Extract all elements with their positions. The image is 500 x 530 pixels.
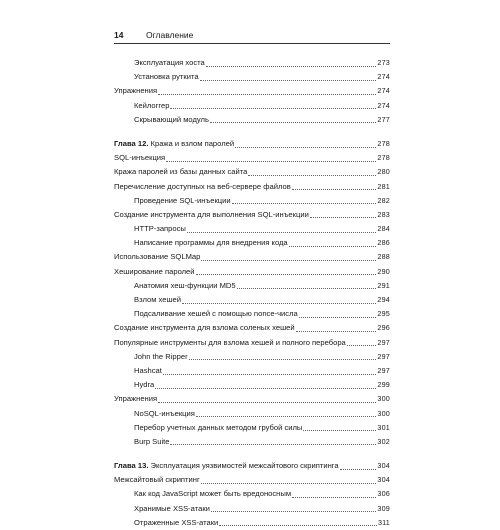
table-of-contents bbox=[114, 56, 390, 530]
toc-page-number: 294 bbox=[377, 295, 390, 304]
chapter-label: Глава 13. bbox=[114, 461, 149, 471]
dot-leader bbox=[170, 436, 376, 445]
toc-page-number: 297 bbox=[377, 337, 390, 347]
toc-entry-title: Как код JavaScript может быть вредоносным bbox=[134, 489, 292, 499]
dot-leader bbox=[296, 323, 377, 332]
dot-leader bbox=[206, 58, 377, 67]
toc-page-number: 299 bbox=[377, 380, 390, 390]
toc-entry[interactable] bbox=[114, 222, 390, 236]
toc-page-number: 277 bbox=[377, 114, 390, 124]
toc-entry[interactable] bbox=[114, 84, 390, 98]
dot-leader bbox=[232, 195, 377, 204]
dot-leader bbox=[289, 238, 377, 247]
toc-page-number: 297 bbox=[377, 351, 390, 361]
dot-leader bbox=[292, 181, 377, 190]
toc-page-number: 274 bbox=[377, 100, 390, 110]
toc-entry[interactable] bbox=[114, 250, 390, 264]
toc-entry[interactable] bbox=[114, 307, 390, 321]
toc-page-number: 278 bbox=[377, 138, 390, 148]
dot-leader bbox=[170, 100, 376, 109]
toc-entry[interactable] bbox=[114, 487, 390, 501]
toc-entry-title bbox=[114, 137, 234, 151]
toc-chapter-entry[interactable] bbox=[114, 459, 390, 473]
toc-page-number: 273 bbox=[377, 58, 390, 67]
dot-leader bbox=[189, 351, 377, 360]
toc-page-number: 290 bbox=[377, 266, 390, 276]
toc-entry[interactable] bbox=[114, 194, 390, 208]
toc-entry[interactable] bbox=[114, 350, 390, 364]
toc-page-number: 300 bbox=[377, 394, 390, 404]
toc-page-number: 286 bbox=[377, 238, 390, 248]
toc-entry[interactable] bbox=[114, 378, 390, 392]
toc-page-number: 274 bbox=[377, 72, 390, 82]
toc-entry-title: SQL-инъекция bbox=[114, 153, 166, 163]
toc-entry[interactable] bbox=[114, 208, 390, 222]
toc-entry-title: John the Ripper bbox=[134, 351, 188, 361]
dot-leader bbox=[210, 114, 376, 123]
toc-entry[interactable] bbox=[114, 435, 390, 449]
toc-entry-title: Перебор учетных данных методом грубой силы bbox=[134, 422, 303, 432]
running-header bbox=[114, 30, 390, 44]
toc-entry-title: Эксплуатация хоста bbox=[134, 58, 205, 67]
toc-entry[interactable] bbox=[114, 473, 390, 487]
dot-leader bbox=[340, 461, 377, 470]
toc-entry-title: Кейлоггер bbox=[134, 100, 170, 110]
page-number: 14 bbox=[114, 30, 124, 40]
toc-page-number: 288 bbox=[377, 252, 390, 262]
toc-entry[interactable] bbox=[114, 99, 390, 113]
dot-leader bbox=[182, 295, 376, 304]
toc-entry[interactable] bbox=[114, 293, 390, 307]
dot-leader bbox=[187, 224, 377, 233]
toc-entry[interactable] bbox=[114, 70, 390, 84]
dot-leader bbox=[158, 86, 376, 95]
toc-page-number: 302 bbox=[377, 436, 390, 446]
toc-chapter-entry[interactable] bbox=[114, 137, 390, 151]
toc-entry[interactable] bbox=[114, 392, 390, 406]
dot-leader bbox=[347, 337, 377, 346]
toc-entry[interactable] bbox=[114, 113, 390, 127]
dot-leader bbox=[237, 280, 377, 289]
toc-entry[interactable] bbox=[114, 279, 390, 293]
toc-entry-title: Отраженные XSS-атаки bbox=[134, 517, 219, 527]
dot-leader bbox=[211, 503, 376, 512]
toc-page-number: 304 bbox=[377, 461, 390, 471]
toc-entry[interactable] bbox=[114, 265, 390, 279]
toc-entry-title: Хранимые XSS-атаки bbox=[134, 503, 210, 513]
dot-leader bbox=[292, 489, 376, 498]
dot-leader bbox=[201, 252, 376, 261]
toc-entry-title: Упражнения bbox=[114, 86, 158, 96]
toc-entry[interactable] bbox=[114, 516, 390, 530]
toc-page-number: 297 bbox=[377, 365, 390, 375]
toc-page-number: 296 bbox=[377, 323, 390, 333]
toc-entry-title: Проведение SQL-инъекции bbox=[134, 195, 231, 205]
chapter-title: Кража и взлом паролей bbox=[148, 138, 235, 148]
toc-entry-title: Hydra bbox=[134, 380, 155, 390]
toc-page-number: 300 bbox=[377, 408, 390, 418]
toc-entry-title: Кража паролей из базы данных сайта bbox=[114, 167, 248, 177]
toc-page-number: 291 bbox=[377, 280, 390, 290]
toc-entry[interactable] bbox=[114, 165, 390, 179]
toc-entry-title: HTTP-запросы bbox=[134, 224, 186, 234]
chapter-label: Глава 12. bbox=[114, 138, 149, 148]
toc-entry-title: Создание инструмента для выполнения SQL-инъекции bbox=[114, 209, 309, 219]
toc-entry-title: Использование SQLMap bbox=[114, 252, 201, 262]
toc-entry-title: Создание инструмента для взлома соленых хешей bbox=[114, 323, 295, 333]
toc-entry-title: Анатомия хеш-функции MD5 bbox=[134, 280, 236, 290]
toc-page-number: 309 bbox=[377, 503, 390, 513]
toc-entry-title: Установка руткита bbox=[134, 72, 199, 82]
toc-entry[interactable] bbox=[114, 336, 390, 350]
dot-leader bbox=[219, 517, 377, 526]
toc-entry-title: Хеширование паролей bbox=[114, 266, 195, 276]
toc-entry[interactable] bbox=[114, 502, 390, 516]
toc-page-number: 274 bbox=[377, 86, 390, 96]
dot-leader bbox=[235, 139, 376, 148]
toc-entry-title: Межсайтовый скриптинг bbox=[114, 475, 200, 485]
toc-page-number: 284 bbox=[377, 224, 390, 234]
toc-entry-title: Написание программы для внедрения кода bbox=[134, 238, 288, 248]
toc-page-number: 283 bbox=[377, 209, 390, 219]
toc-page-number: 295 bbox=[377, 309, 390, 319]
toc-entry-title: NoSQL-инъекция bbox=[134, 408, 195, 418]
toc-page-number: 282 bbox=[377, 195, 390, 205]
toc-page-number: 301 bbox=[377, 422, 390, 432]
toc-entry-title: Hashcat bbox=[134, 365, 162, 375]
dot-leader bbox=[158, 394, 376, 403]
toc-page-number: 278 bbox=[377, 153, 390, 163]
dot-leader bbox=[163, 366, 377, 375]
header-title: Оглавление bbox=[146, 30, 194, 40]
dot-leader bbox=[166, 153, 376, 162]
dot-leader bbox=[299, 309, 377, 318]
toc-entry-title: Взлом хешей bbox=[134, 295, 182, 304]
toc-entry[interactable] bbox=[114, 236, 390, 250]
toc-page-number: 281 bbox=[377, 181, 390, 191]
toc-page-number: 280 bbox=[377, 167, 390, 177]
toc-entry[interactable] bbox=[114, 56, 390, 70]
toc-entry[interactable] bbox=[114, 421, 390, 435]
dot-leader bbox=[155, 380, 376, 389]
toc-entry-title bbox=[114, 459, 339, 473]
dot-leader bbox=[248, 167, 376, 176]
toc-entry[interactable] bbox=[114, 321, 390, 335]
dot-leader bbox=[303, 422, 376, 431]
toc-entry-title: Популярные инструменты для взлома хешей и полного перебора bbox=[114, 337, 346, 347]
toc-entry-title: Burp Suite bbox=[134, 436, 170, 446]
toc-page-number: 306 bbox=[377, 489, 390, 499]
chapter-title: Эксплуатация уязвимостей межсайтового скриптинга bbox=[148, 461, 339, 471]
dot-leader bbox=[196, 408, 377, 417]
dot-leader bbox=[196, 266, 377, 275]
toc-entry[interactable] bbox=[114, 151, 390, 165]
toc-entry-title: Подсаливание хешей с помощью nonce-числа bbox=[134, 309, 298, 319]
dot-leader bbox=[200, 72, 377, 81]
toc-entry[interactable] bbox=[114, 180, 390, 194]
toc-entry-title: Упражнения bbox=[114, 394, 158, 404]
dot-leader bbox=[201, 475, 377, 484]
toc-entry-title: Перечисление доступных на веб-сервере файлов bbox=[114, 181, 291, 191]
toc-entry-title: Скрывающий модуль bbox=[134, 114, 209, 124]
toc-entry[interactable] bbox=[114, 364, 390, 378]
toc-page-number: 304 bbox=[377, 475, 390, 485]
dot-leader bbox=[310, 209, 377, 218]
toc-entry[interactable] bbox=[114, 407, 390, 421]
toc-page-number: 311 bbox=[377, 517, 390, 527]
